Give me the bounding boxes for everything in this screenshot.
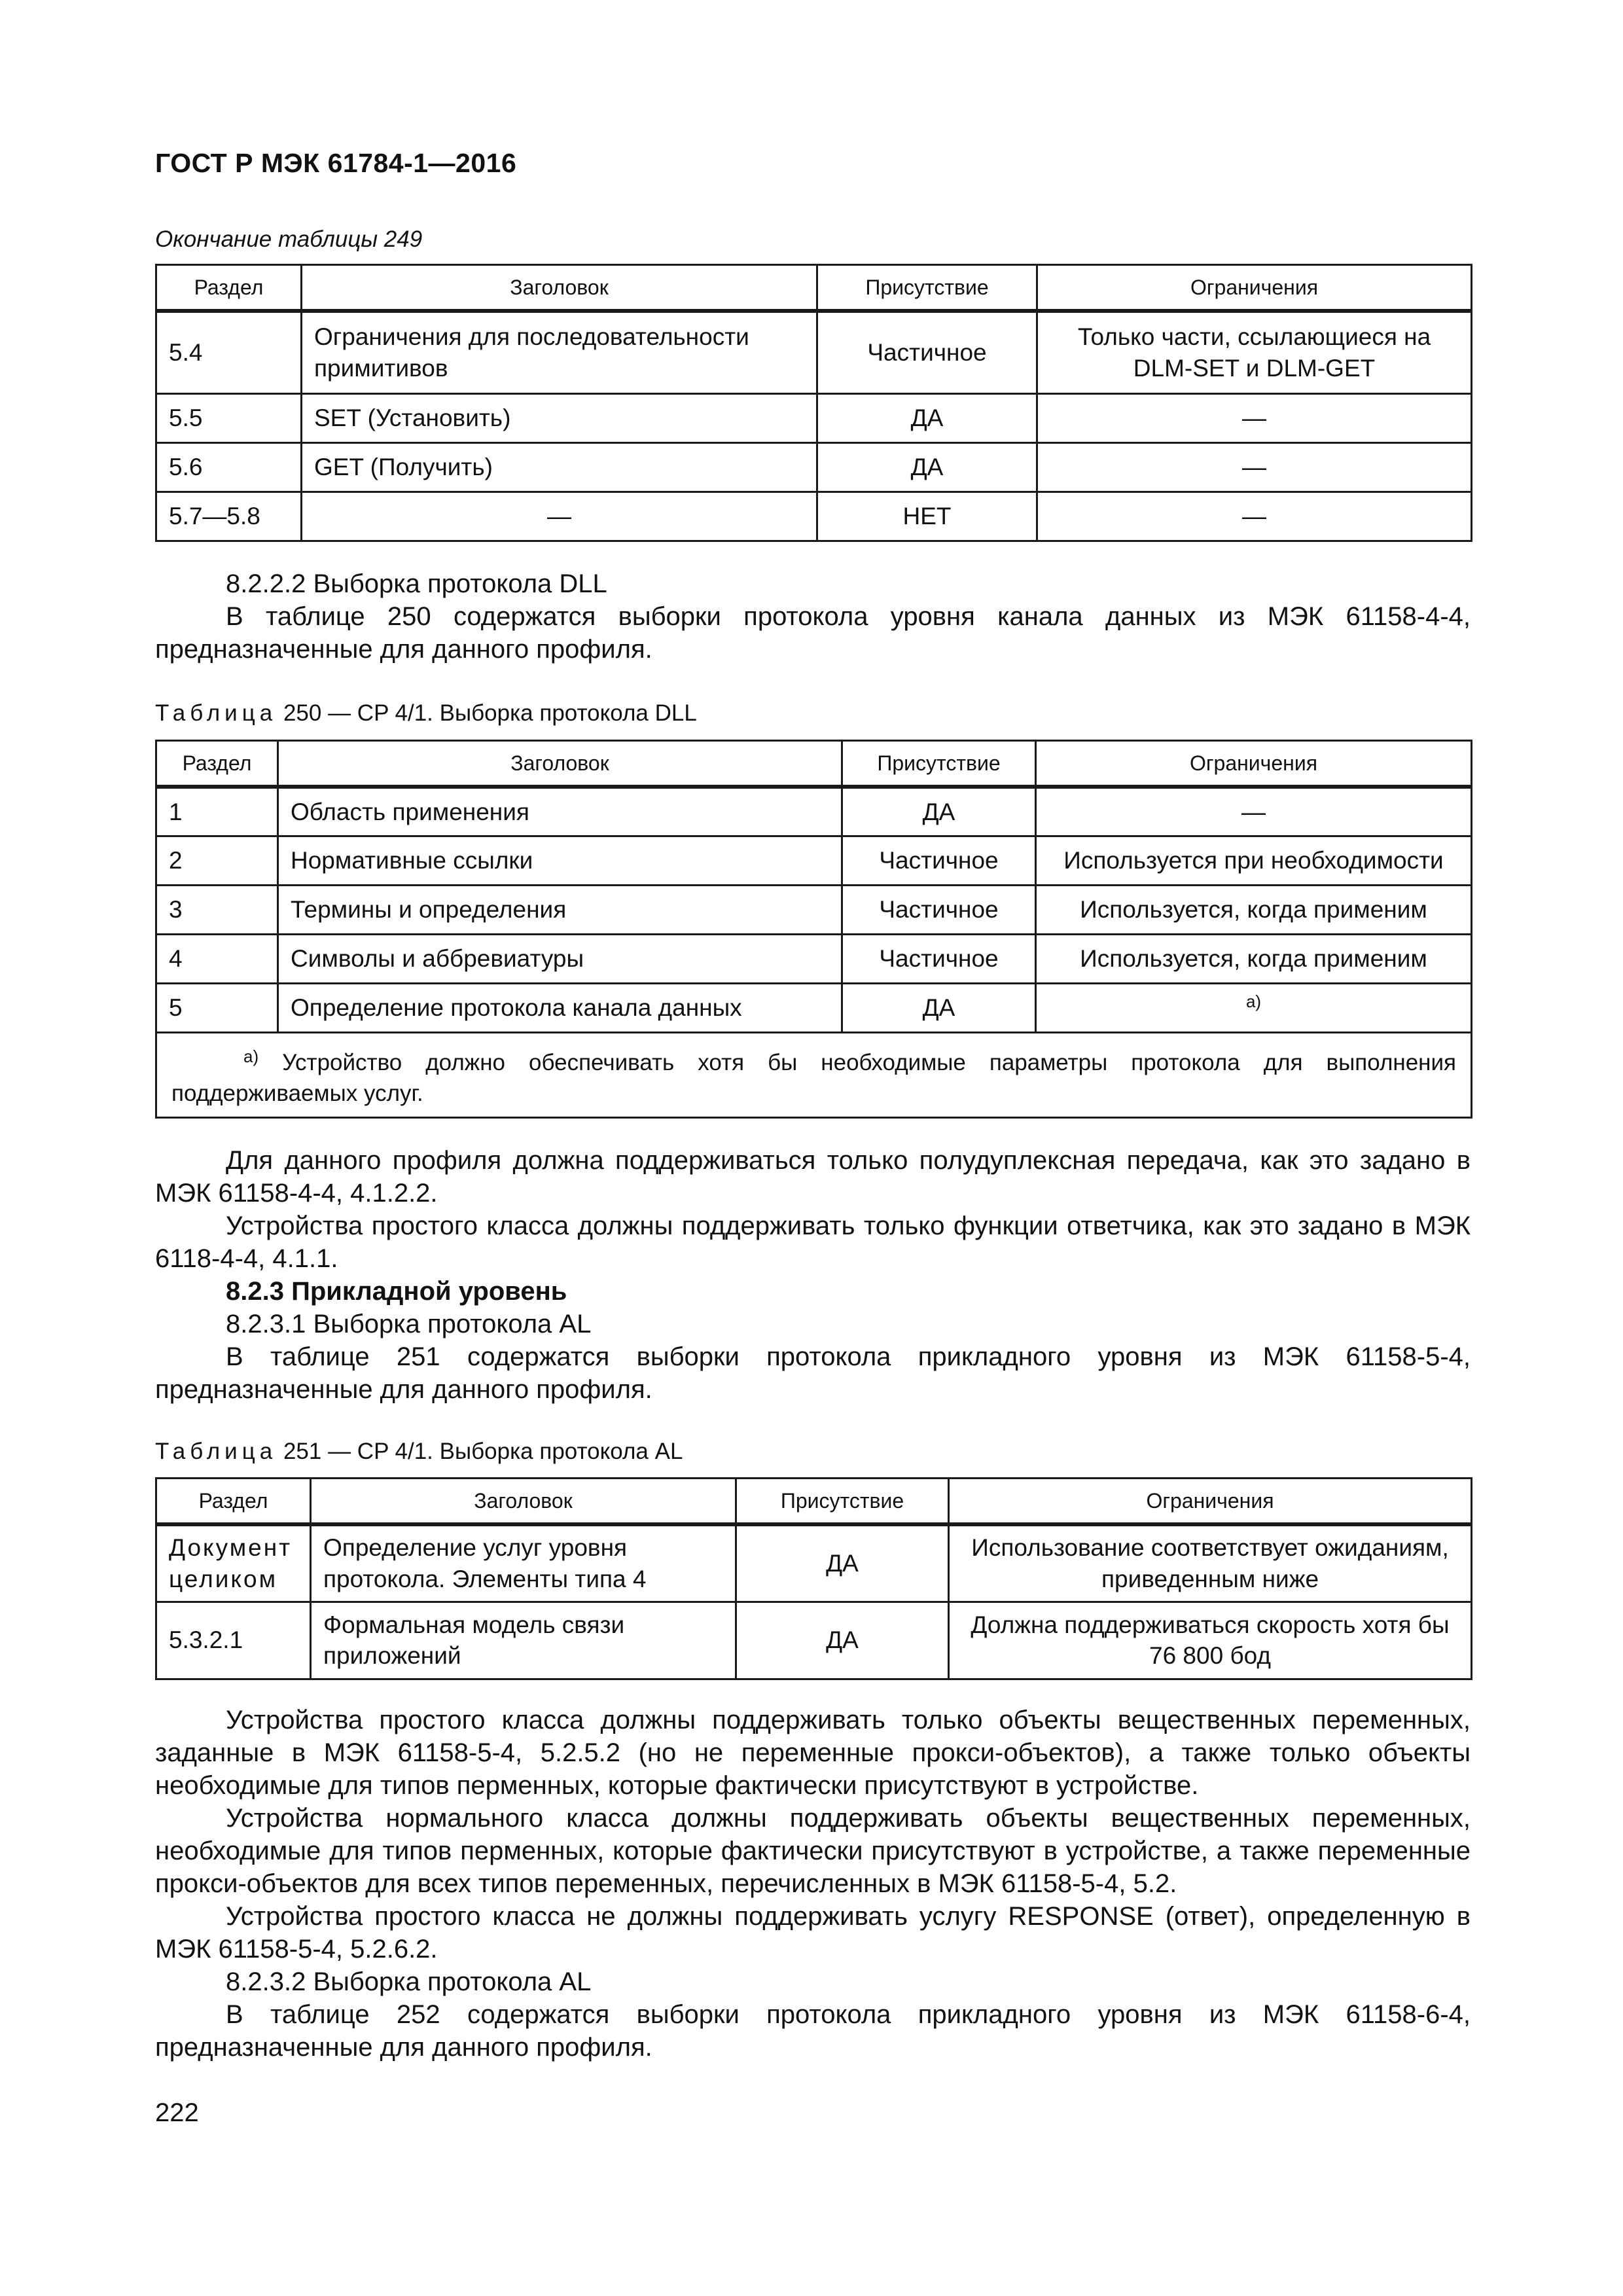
cell-presence: ДА <box>817 442 1037 492</box>
footnote-mark: a) <box>243 1046 259 1066</box>
table-label: Таблица <box>155 1439 277 1464</box>
cell-constraints <box>1036 983 1472 1032</box>
cell-title: Определение услуг уровня протокола. Элементы типа 4 <box>311 1524 736 1602</box>
table-row <box>156 311 1472 393</box>
column-header: Раздел <box>156 265 302 312</box>
table-footnote-row <box>156 1032 1472 1117</box>
page-number: 222 <box>155 2098 199 2127</box>
table-row <box>156 836 1472 885</box>
section-heading-8-2-2-2: 8.2.2.2 Выборка протокола DLL <box>226 569 607 598</box>
cell-section: 5.3.2.1 <box>156 1602 311 1679</box>
cell-section: 1 <box>156 787 278 836</box>
cell-section: 5.5 <box>156 393 302 442</box>
column-header: Ограничения <box>949 1479 1472 1525</box>
column-header: Присутствие <box>817 265 1037 312</box>
column-header: Ограничения <box>1036 741 1472 787</box>
cell-constraints: Используется, когда применим <box>1036 885 1472 934</box>
table-249-caption: Окончание таблицы 249 <box>155 226 423 252</box>
cell-title: Формальная модель связи приложений <box>311 1602 736 1679</box>
table-row <box>156 787 1472 836</box>
document-id: ГОСТ Р МЭК 61784-1—2016 <box>155 148 517 178</box>
section-heading-8-2-3-1: 8.2.3.1 Выборка протокола AL <box>226 1310 592 1338</box>
cell-presence: ДА <box>736 1602 949 1679</box>
footnote-mark: a) <box>1245 991 1262 1011</box>
table-footnote <box>156 1032 1472 1117</box>
cell-presence: ДА <box>842 787 1036 836</box>
table-250 <box>155 740 1472 1119</box>
table-250-caption <box>155 700 697 726</box>
table-title: 251 — CP 4/1. Выборка протокола AL <box>277 1439 683 1464</box>
cell-presence: НЕТ <box>817 492 1037 541</box>
table-row <box>156 393 1472 442</box>
cell-constraints: — <box>1037 442 1472 492</box>
cell-section: 5.4 <box>156 311 302 393</box>
cell-title: Ограничения для последовательности примитивов <box>302 311 817 393</box>
cell-presence: ДА <box>842 983 1036 1032</box>
table-251-caption <box>155 1439 683 1465</box>
cell-presence: Частичное <box>842 885 1036 934</box>
column-header: Заголовок <box>278 741 842 787</box>
table-row <box>156 885 1472 934</box>
table-row <box>156 983 1472 1032</box>
cell-title: Определение протокола канала данных <box>278 983 842 1032</box>
cell-constraints: — <box>1037 492 1472 541</box>
paragraph: Устройства простого класса должны поддерживать только функции ответчика, как это задано в МЭК 6118-4-4, 4.1.1. <box>155 1211 1471 1273</box>
paragraph: Устройства простого класса должны поддерживать только объекты вещественных переменных, заданные в МЭК 61158-5-4, 5.2.5.2 (но не переменные прокси-объектов), а также только объекты необходимые для типов перменных, которые фактически присутствуют в устройстве. <box>155 1706 1471 1800</box>
cell-title: GET (Получить) <box>302 442 817 492</box>
cell-presence: Частичное <box>842 934 1036 983</box>
cell-title: Область применения <box>278 787 842 836</box>
cell-section: 3 <box>156 885 278 934</box>
column-header: Присутствие <box>842 741 1036 787</box>
cell-constraints: — <box>1036 787 1472 836</box>
cell-title: — <box>302 492 817 541</box>
paragraph: Для данного профиля должна поддерживаться только полудуплексная передача, как это задано в МЭК 61158-4-4, 4.1.2.2. <box>155 1146 1471 1208</box>
table-row <box>156 1524 1472 1602</box>
table-row <box>156 934 1472 983</box>
section-text-8-2-3-2: В таблице 252 содержатся выборки протокола прикладного уровня из МЭК 61158-6-4, предназначенные для данного профиля. <box>155 2000 1471 2062</box>
table-row <box>156 442 1472 492</box>
cell-section: 5.6 <box>156 442 302 492</box>
cell-constraints: Должна поддерживаться скорость хотя бы 76 800 бод <box>949 1602 1472 1679</box>
cell-presence: Частичное <box>817 311 1037 393</box>
cell-title: Термины и определения <box>278 885 842 934</box>
section-heading-8-2-3-2: 8.2.3.2 Выборка протокола AL <box>226 1967 592 1996</box>
column-header: Раздел <box>156 1479 311 1525</box>
section-text-8-2-3-1: В таблице 251 содержатся выборки протокола прикладного уровня из МЭК 61158-5-4, предназначенные для данного профиля. <box>155 1342 1471 1404</box>
cell-constraints: Только части, ссылающиеся на DLM-SET и DLM-GET <box>1037 311 1472 393</box>
column-header: Раздел <box>156 741 278 787</box>
table-row <box>156 492 1472 541</box>
table-title: 250 — CP 4/1. Выборка протокола DLL <box>277 700 697 726</box>
cell-section: Документ целиком <box>156 1524 311 1602</box>
cell-title: Символы и аббревиатуры <box>278 934 842 983</box>
column-header: Присутствие <box>736 1479 949 1525</box>
paragraph: Устройства простого класса не должны поддерживать услугу RESPONSE (ответ), определенную в МЭК 61158-5-4, 5.2.6.2. <box>155 1902 1471 1964</box>
cell-section: 5 <box>156 983 278 1032</box>
column-header: Ограничения <box>1037 265 1472 312</box>
table-249 <box>155 264 1472 542</box>
table-row <box>156 1602 1472 1679</box>
cell-constraints: — <box>1037 393 1472 442</box>
cell-title: SET (Установить) <box>302 393 817 442</box>
table-label: Таблица <box>155 700 277 726</box>
cell-section: 5.7—5.8 <box>156 492 302 541</box>
cell-presence: ДА <box>817 393 1037 442</box>
footnote-text: Устройство должно обеспечивать хотя бы необходимые параметры протокола для выполнения поддерживаемых услуг. <box>171 1049 1456 1106</box>
cell-constraints: Используется, когда применим <box>1036 934 1472 983</box>
column-header: Заголовок <box>302 265 817 312</box>
cell-presence: Частичное <box>842 836 1036 885</box>
section-heading-8-2-3: 8.2.3 Прикладной уровень <box>226 1277 567 1306</box>
column-header: Заголовок <box>311 1479 736 1525</box>
cell-presence: ДА <box>736 1524 949 1602</box>
cell-constraints: Используется при необходимости <box>1036 836 1472 885</box>
section-text-8-2-2-2: В таблице 250 содержатся выборки протокола уровня канала данных из МЭК 61158-4-4, предназначенные для данного профиля. <box>155 602 1471 664</box>
table-251 <box>155 1477 1472 1680</box>
cell-section: 4 <box>156 934 278 983</box>
cell-title: Нормативные ссылки <box>278 836 842 885</box>
cell-constraints: Использование соответствует ожиданиям, приведенным ниже <box>949 1524 1472 1602</box>
paragraph: Устройства нормального класса должны поддерживать объекты вещественных переменных, необходимые для типов перменных, которые фактически присутствуют в устройстве, а также переменные прокси-объектов для всех типов переменных, перечисленных в МЭК 61158-5-4, 5.2. <box>155 1804 1471 1898</box>
cell-section: 2 <box>156 836 278 885</box>
